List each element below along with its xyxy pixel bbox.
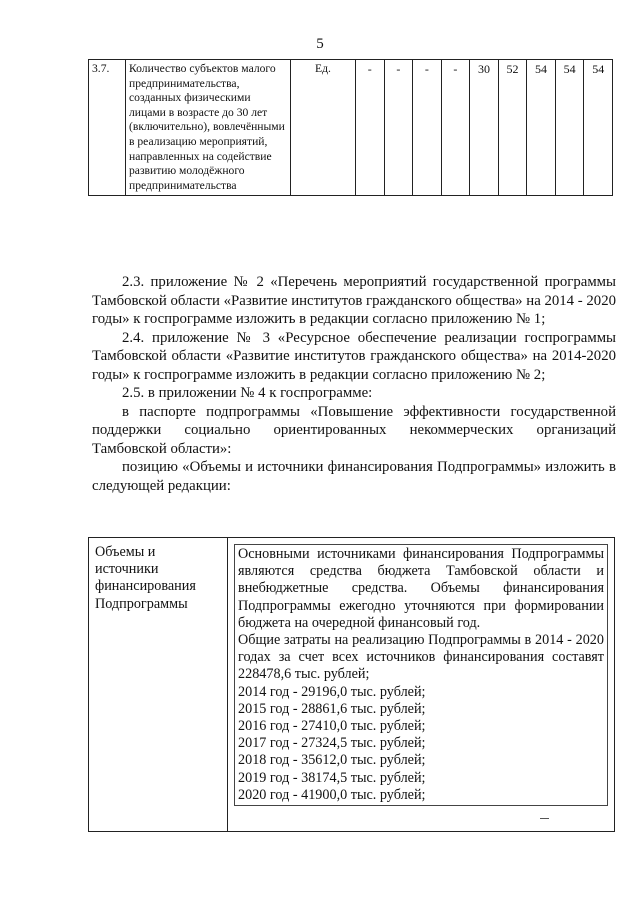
funding-year: 2016 год - 27410,0 тыс. рублей;: [238, 718, 426, 735]
paragraph-2-3: 2.3. приложение № 2 «Перечень мероприятий государственной программы Тамбовской области «Развитие институтов гражданского общества» на 2014 - 2020 годы» к госпрограмме изложить в редакции согласно приложению № 1;: [92, 274, 616, 327]
funding-intro: Основными источниками финансирования Подпрограммы являются средства бюджета Тамбовской области и внебюджетные средства. Объемы финансирования Подпрограммы ежегодно уточняются при формировании бюджета на очередной финансовый год.: [238, 546, 604, 631]
indicator-name: Количество субъектов малого предпринимательства, созданных физическими лицами в возрасте до 30 лет (включительно), вовлечёнными в реализацию мероприятий, направленных на содействие развитию молодёжного предпринимательства: [126, 60, 291, 196]
indicator-value: 54: [584, 60, 613, 196]
amendment-paragraphs: [92, 273, 616, 495]
paragraph-passport: в паспорте подпрограммы «Повышение эффективности государственной поддержки социально ориентированных некоммерческих организаций Тамбовской области»:: [92, 403, 616, 457]
funding-year: 2017 год - 27324,5 тыс. рублей;: [238, 735, 426, 752]
funding-year: 2018 год - 35612,0 тыс. рублей;: [238, 752, 426, 769]
indicator-value: -: [356, 60, 385, 196]
indicator-value: 30: [470, 60, 499, 196]
page-number: 5: [316, 36, 324, 52]
indicator-number: 3.7.: [89, 60, 126, 196]
funding-text: [228, 538, 615, 832]
funding-year: 2020 год - 41900,0 тыс. рублей;: [238, 786, 426, 803]
indicator-value: 54: [527, 60, 556, 196]
funding-year: 2019 год - 38174,5 тыс. рублей;: [238, 769, 426, 786]
indicator-value: 54: [555, 60, 584, 196]
indicator-unit: Ед.: [291, 60, 356, 196]
funding-year: 2014 год - 29196,0 тыс. рублей;: [238, 683, 426, 700]
funding-label: Объемы и источники финансирования Подпрограммы: [89, 538, 228, 832]
table-row: [89, 60, 613, 196]
paragraph-position: позицию «Объемы и источники финансирования Подпрограммы» изложить в следующей редакции:: [92, 459, 616, 494]
funding-text-block: [234, 544, 608, 806]
funding-total: Общие затраты на реализацию Подпрограммы в 2014 - 2020 годах за счет всех источников финансирования составят 228478,6 тыс. рублей;: [238, 632, 604, 683]
indicator-value: -: [384, 60, 413, 196]
paragraph-2-5: 2.5. в приложении № 4 к госпрограмме:: [122, 385, 373, 401]
funding-year: 2015 год - 28861,6 тыс. рублей;: [238, 700, 426, 717]
indicator-value: -: [413, 60, 442, 196]
scan-mark: [540, 818, 549, 819]
indicator-table: [88, 59, 613, 196]
indicator-value: 52: [498, 60, 527, 196]
funding-table: [88, 537, 615, 832]
table-row: [89, 538, 615, 832]
paragraph-2-4: 2.4. приложение № 3 «Ресурсное обеспечение реализации госпрограммы Тамбовской области «Развитие институтов гражданского общества» на 2014-2020 годы» к госпрограмме изложить в редакции согласно приложению № 2;: [92, 329, 616, 383]
indicator-value: -: [441, 60, 470, 196]
